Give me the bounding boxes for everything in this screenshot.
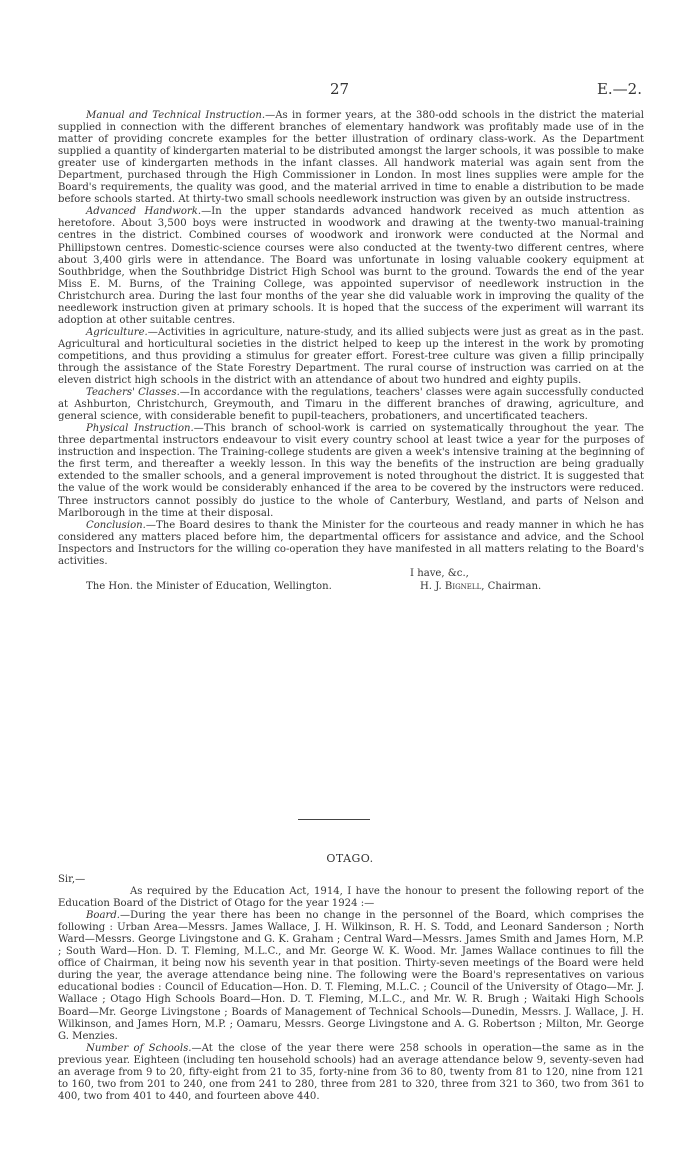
paragraph-board (58, 910, 644, 1043)
paragraph-heading: Number of Schools. (86, 1042, 192, 1054)
paragraph-text: —During the year there has been no change in the personnel of the Board, which comprises the following : Urban Area—Messrs. James Wallace, J. H. Wilkinson, R. H. S. Todd, and Leonard Sanderson ; North Ward—Messrs. George Livingstone and G. K. Graham ; Central Ward—Messrs. James Smith and James Horn, M.P. ; South Ward—Hon. D. T. Fleming, M.L.C., and Mr. George W. K. Wood. Mr. James Wallace continues to fill the office of Chairman, it being now his seventh year in that position. Thirty-seven meetings of the Board were held during the year, the average attendance being nine. The following were the Board's representatives on various educational bodies : Council of Education—Hon. D. T. Fleming, M.L.C. ; Council of the University of Otago—Mr. J. Wallace ; Otago High Schools Board—Hon. D. T. Fleming, M.L.C., and Mr. W. R. Brugh ; Waitaki High Schools Board—Mr. George Livingstone ; Boards of Management of Technical Schools—Dunedin, Messrs. J. Wallace, J. H. Wilkinson, and James Horn, M.P. ; Oamaru, Messrs. George Livingstone and A. G. Robertson ; Milton, Mr. George G. Menzies. (58, 910, 644, 1042)
paragraph-text: —As in former years, at the 380-odd schools in the district the material supplied in connection with the different branches of elementary handwork was profitably made use of in the matter of providing concrete examples for the better illustration of ordinary class-work. As the Department supplied a quantity of kindergarten material to be distributed amongst the larger schools, it was possible to make greater use of kindergarten methods in the infant classes. All handwork material was again sent from the Department, purchased through the High Commissioner in London. In most lines supplies were ample for the Board's requirements, the quality was good, and the material arrived in time to enable a distribution to be made before schools started. At thirty-two small schools needlework instruction was given by an outside instructress. (58, 110, 644, 206)
paragraph-conclusion (58, 520, 644, 568)
paragraph-heading: Teachers' Classes. (86, 387, 180, 399)
paragraph-text: —The Board desires to thank the Minister for the courteous and ready manner in which he has considered any matters placed before him, the departmental officers for assistance and advice, and the School Inspectors and Instructors for the willing co-operation they have manifested in all matters relating to the Board's activities. (58, 519, 644, 567)
paragraph-text: —In the upper standards advanced handwork received as much attention as heretofore. About 3,500 boys were instructed in woodwork and drawing at the twenty-two manual-training centres in the district. Combined courses of woodwork and ironwork were conducted at the Normal and Phillipstown centres. Domestic-science courses were also conducted at the twenty-two different centres, where about 3,400 girls were in attendance. The Board was unfortunate in losing valuable cookery equipment at Southbridge, when the Southbridge District High School was burnt to the ground. Towards the end of the year Miss E. M. Burns, of the Training College, was appointed supervisor of needlework instruction in the Christchurch area. During the last four months of the year she did valuable work in improving the quality of the needlework instruction given at primary schools. It is hoped that the success of the experiment will warrant its adoption at other suitable centres. (58, 206, 644, 326)
addressee: The Hon. the Minister of Education, Wellington. (86, 580, 332, 592)
paragraph-teachers-classes (58, 387, 644, 423)
page-number: 27 (330, 80, 350, 98)
signer-title: , Chairman. (481, 580, 542, 592)
signer-initials: H. J. (420, 580, 445, 592)
paragraph-text: —In accordance with the regulations, teachers' classes were again successfully conducted at Ashburton, Christchurch, Greymouth, and Timaru in the different branches of drawing, agriculture, and general science, with considerable benefit to pupil-teachers, probationers, and uncertificated teachers. (58, 387, 644, 423)
salutation: Sir,— (58, 874, 86, 885)
paragraph-text: —At the close of the year there were 258 schools in operation—the same as in the previous year. Eighteen (including ten household schools) had an average attendance below 9, seventy-seven had an average from 9 to 20, fifty-eight from 21 to 35, forty-nine from 36 to 80, twenty from 81 to 120, nine from 121 to 160, two from 201 to 240, one from 241 to 280, three from 281 to 320, three from 321 to 360, two from 361 to 400, two from 401 to 440, and fourteen above 440. (58, 1042, 644, 1102)
paragraph-intro: As required by the Education Act, 1914, I have the honour to present the following report of the Education Board of the District of Otago for the year 1924 :— (58, 886, 644, 910)
section-divider (298, 819, 370, 820)
section-title-otago: OTAGO. (326, 852, 374, 865)
canterbury-report-body (58, 110, 644, 594)
paragraph-text: —Activities in agriculture, nature-study, and its allied subjects were just as great as in the past. Agricultural and horticultural societies in the district helped to keep up the interest in the work by promoting competitions, and thus providing a stimulus for greater effort. Forest-tree culture was given a fillip principally through the assistance of the State Forestry Department. The rural course of instruction was carried on at the eleven district high schools in the district with an attendance of about two hundred and eighty pupils. (58, 326, 644, 387)
signer-surname: Bignell (444, 580, 482, 592)
paragraph-text: —This branch of school-work is carried on systematically throughout the year. The three departmental instructors endeavour to visit every country school at least twice a year for the purposes of instruction and inspection. The Training-college students are given a week's intensive training at the beginning of the first term, and thereafter a weekly lesson. In this way the benefits of the instruction are being gradually extended to the smaller schools, and a general improvement is noted throughout the district. It is suggested that the value of the work would be considerably enhanced if the area to be covered by the instructors were reduced. Three instructors cannot possibly do justice to the whole of Canterbury, Westland, and parts of Nelson and Marlborough in the time at their disposal. (58, 423, 644, 519)
paragraph-heading: Manual and Technical Instruction. (86, 110, 266, 121)
paragraph-heading: Board. (86, 910, 121, 922)
otago-report-body (58, 874, 644, 1103)
paragraph-advanced-handwork (58, 206, 644, 326)
paragraph-heading: Conclusion. (86, 519, 146, 531)
paragraph-physical-instruction (58, 423, 644, 519)
paragraph-heading: Agriculture. (86, 326, 148, 338)
paragraph-number-of-schools (58, 1043, 644, 1103)
closing-phrase: I have, &c., (410, 567, 469, 579)
paragraph-heading: Physical Instruction. (86, 423, 194, 435)
paragraph-manual-technical (58, 110, 644, 206)
signatory (420, 581, 541, 593)
paragraph-heading: Advanced Handwork. (86, 206, 202, 218)
paragraph-agriculture (58, 327, 644, 387)
page-header (0, 80, 700, 102)
document-reference: E.—2. (596, 80, 642, 98)
signoff-block (58, 568, 644, 594)
